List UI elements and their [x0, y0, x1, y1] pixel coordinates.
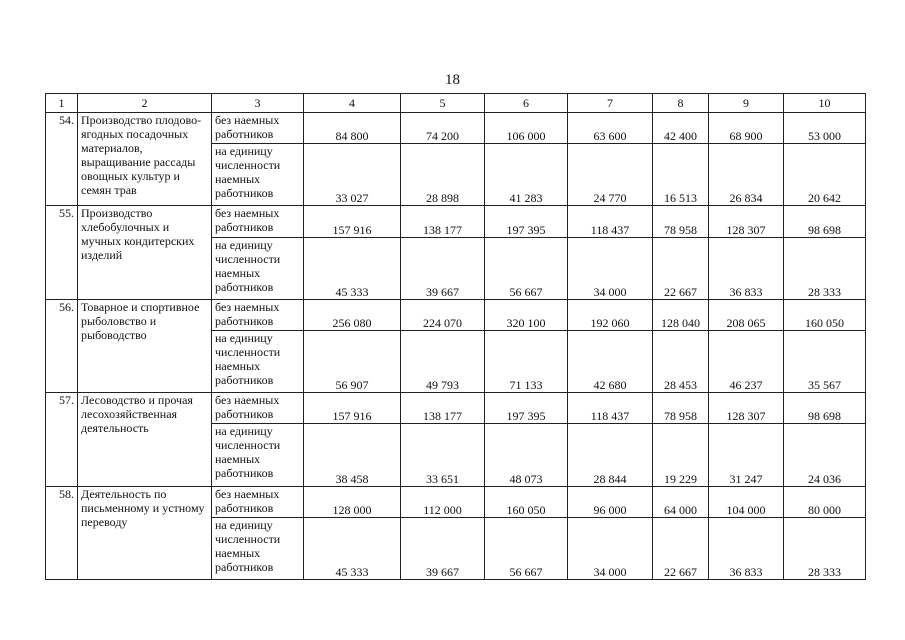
value-cell: 26 834 [709, 144, 784, 206]
table-row [46, 393, 866, 424]
activity-name: Товарное и спортивное рыболовство и рыбоводство [78, 299, 212, 392]
category-label: на единицу численности наемных работников [212, 424, 304, 486]
column-header: 2 [78, 94, 212, 113]
value-cell: 197 395 [485, 206, 568, 237]
column-number-row [46, 94, 866, 113]
value-cell: 28 898 [401, 144, 485, 206]
value-cell: 78 958 [653, 393, 709, 424]
category-label: без наемных работников [212, 486, 304, 517]
value-cell: 320 100 [485, 299, 568, 330]
value-cell: 128 307 [709, 206, 784, 237]
value-cell: 192 060 [568, 299, 653, 330]
value-cell: 49 793 [401, 330, 485, 392]
value-cell: 80 000 [784, 486, 866, 517]
row-number: 57. [46, 393, 78, 486]
category-label: без наемных работников [212, 113, 304, 144]
value-cell: 39 667 [401, 237, 485, 299]
value-cell: 138 177 [401, 206, 485, 237]
value-cell: 28 333 [784, 517, 866, 579]
value-cell: 53 000 [784, 113, 866, 144]
column-header: 8 [653, 94, 709, 113]
value-cell: 33 651 [401, 424, 485, 486]
category-label: без наемных работников [212, 393, 304, 424]
value-cell: 45 333 [304, 237, 401, 299]
value-cell: 118 437 [568, 393, 653, 424]
category-label: на единицу численности наемных работников [212, 330, 304, 392]
row-number: 55. [46, 206, 78, 299]
table-row [46, 113, 866, 144]
activity-name: Производство хлебобулочных и мучных кондитерских изделий [78, 206, 212, 299]
column-header: 3 [212, 94, 304, 113]
value-cell: 48 073 [485, 424, 568, 486]
table-row [46, 486, 866, 517]
value-cell: 19 229 [653, 424, 709, 486]
value-cell: 128 000 [304, 486, 401, 517]
table-row [46, 299, 866, 330]
value-cell: 118 437 [568, 206, 653, 237]
value-cell: 33 027 [304, 144, 401, 206]
value-cell: 98 698 [784, 206, 866, 237]
value-cell: 160 050 [485, 486, 568, 517]
column-header: 10 [784, 94, 866, 113]
value-cell: 45 333 [304, 517, 401, 579]
column-header: 6 [485, 94, 568, 113]
value-cell: 84 800 [304, 113, 401, 144]
value-cell: 38 458 [304, 424, 401, 486]
value-cell: 34 000 [568, 237, 653, 299]
value-cell: 20 642 [784, 144, 866, 206]
value-cell: 28 333 [784, 237, 866, 299]
value-cell: 24 770 [568, 144, 653, 206]
value-cell: 197 395 [485, 393, 568, 424]
category-label: без наемных работников [212, 299, 304, 330]
category-label: на единицу численности наемных работников [212, 237, 304, 299]
value-cell: 22 667 [653, 517, 709, 579]
value-cell: 78 958 [653, 206, 709, 237]
value-cell: 106 000 [485, 113, 568, 144]
value-cell: 34 000 [568, 517, 653, 579]
value-cell: 24 036 [784, 424, 866, 486]
category-label: на единицу численности наемных работников [212, 517, 304, 579]
value-cell: 74 200 [401, 113, 485, 144]
value-cell: 64 000 [653, 486, 709, 517]
row-number: 58. [46, 486, 78, 579]
value-cell: 56 907 [304, 330, 401, 392]
column-header: 9 [709, 94, 784, 113]
value-cell: 41 283 [485, 144, 568, 206]
value-cell: 56 667 [485, 517, 568, 579]
value-cell: 42 680 [568, 330, 653, 392]
value-cell: 128 040 [653, 299, 709, 330]
value-cell: 96 000 [568, 486, 653, 517]
value-cell: 98 698 [784, 393, 866, 424]
column-header: 1 [46, 94, 78, 113]
value-cell: 39 667 [401, 517, 485, 579]
value-cell: 256 080 [304, 299, 401, 330]
value-cell: 68 900 [709, 113, 784, 144]
value-cell: 42 400 [653, 113, 709, 144]
value-cell: 56 667 [485, 237, 568, 299]
value-cell: 160 050 [784, 299, 866, 330]
value-cell: 104 000 [709, 486, 784, 517]
activity-name: Производство плодово-ягодных посадочных материалов, выращивание рассады овощных культур и семян трав [78, 113, 212, 206]
activity-name: Деятельность по письменному и устному переводу [78, 486, 212, 579]
row-number: 56. [46, 299, 78, 392]
value-cell: 31 247 [709, 424, 784, 486]
tariff-table [45, 93, 866, 580]
value-cell: 157 916 [304, 206, 401, 237]
value-cell: 16 513 [653, 144, 709, 206]
activity-name: Лесоводство и прочая лесохозяйственная деятельность [78, 393, 212, 486]
value-cell: 46 237 [709, 330, 784, 392]
column-header: 5 [401, 94, 485, 113]
value-cell: 22 667 [653, 237, 709, 299]
value-cell: 28 453 [653, 330, 709, 392]
value-cell: 71 133 [485, 330, 568, 392]
category-label: на единицу численности наемных работников [212, 144, 304, 206]
value-cell: 112 000 [401, 486, 485, 517]
value-cell: 63 600 [568, 113, 653, 144]
value-cell: 157 916 [304, 393, 401, 424]
value-cell: 35 567 [784, 330, 866, 392]
value-cell: 128 307 [709, 393, 784, 424]
table-row [46, 206, 866, 237]
value-cell: 36 833 [709, 237, 784, 299]
row-number: 54. [46, 113, 78, 206]
value-cell: 36 833 [709, 517, 784, 579]
category-label: без наемных работников [212, 206, 304, 237]
column-header: 4 [304, 94, 401, 113]
value-cell: 138 177 [401, 393, 485, 424]
value-cell: 28 844 [568, 424, 653, 486]
page-number: 18 [445, 72, 460, 88]
column-header: 7 [568, 94, 653, 113]
value-cell: 208 065 [709, 299, 784, 330]
value-cell: 224 070 [401, 299, 485, 330]
